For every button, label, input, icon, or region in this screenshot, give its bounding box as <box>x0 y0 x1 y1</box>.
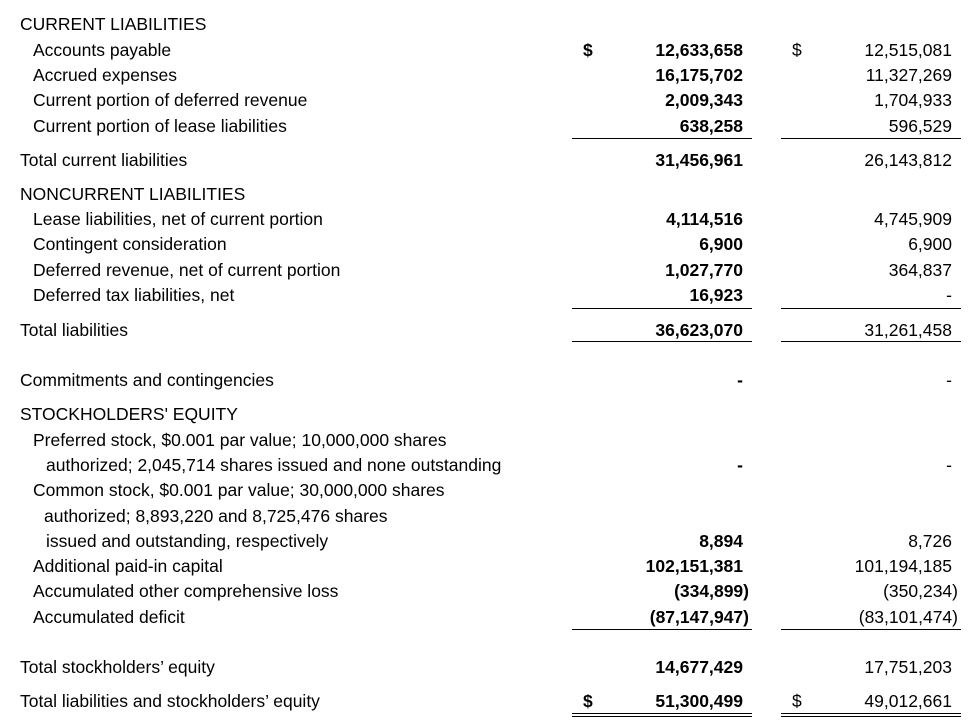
row-label: Total liabilities <box>20 320 128 340</box>
row-contingent-consideration <box>0 232 976 257</box>
double-rule-top <box>781 713 961 714</box>
value-current-year: (334,899) <box>674 581 749 601</box>
row-accumulated-oci <box>0 579 976 604</box>
row-deferred-revenue-current <box>0 88 976 113</box>
currency-symbol: $ <box>583 691 593 711</box>
currency-symbol: $ <box>792 40 802 60</box>
subtotal-rule <box>572 138 752 139</box>
value-current-year: 102,151,381 <box>645 556 743 576</box>
row-label: Total current liabilities <box>20 150 188 170</box>
row-common-stock-line1 <box>0 478 976 503</box>
value-prior-year: 31,261,458 <box>864 320 952 340</box>
row-commitments <box>0 368 976 393</box>
total-rule <box>781 341 961 342</box>
row-label: Contingent consideration <box>33 234 227 254</box>
double-rule-top <box>572 713 752 714</box>
row-total-stockholders-equity <box>0 655 976 680</box>
row-total-liabilities-and-equity <box>0 689 976 714</box>
value-prior-year: 101,194,185 <box>854 556 952 576</box>
row-label: Accounts payable <box>33 40 172 60</box>
row-label: Preferred stock, $0.001 par value; 10,000,000 shares <box>33 430 447 450</box>
value-current-year: 36,623,070 <box>655 320 743 340</box>
row-label: Total liabilities and stockholders’ equity <box>20 691 320 711</box>
value-prior-year: 49,012,661 <box>864 691 952 711</box>
value-prior-year: 12,515,081 <box>864 40 952 60</box>
double-rule-bottom <box>572 716 752 717</box>
row-accounts-payable <box>0 38 976 63</box>
row-lease-current <box>0 114 976 139</box>
subtotal-rule <box>781 629 961 630</box>
row-deferred-revenue-noncurrent <box>0 258 976 283</box>
row-label: Accumulated other comprehensive loss <box>33 581 339 601</box>
value-current-year: 4,114,516 <box>666 209 743 229</box>
value-current-year: - <box>737 370 743 390</box>
subtotal-rule <box>781 308 961 309</box>
total-rule <box>572 341 752 342</box>
row-label: Current portion of lease liabilities <box>33 116 287 136</box>
value-prior-year: 8,726 <box>908 531 952 551</box>
currency-symbol: $ <box>792 691 802 711</box>
value-current-year: 14,677,429 <box>655 657 743 677</box>
row-label: Current portion of deferred revenue <box>33 90 308 110</box>
row-label: authorized; 8,893,220 and 8,725,476 shares <box>44 506 388 526</box>
value-prior-year: 364,837 <box>888 260 952 280</box>
value-current-year: 16,175,702 <box>655 65 743 85</box>
value-current-year: 1,027,770 <box>665 260 743 280</box>
row-accrued-expenses <box>0 63 976 88</box>
row-total-liabilities <box>0 318 976 343</box>
value-prior-year: - <box>946 285 952 305</box>
value-current-year: 51,300,499 <box>655 691 743 711</box>
section-header: NONCURRENT LIABILITIES <box>20 184 246 204</box>
value-prior-year: 26,143,812 <box>864 150 952 170</box>
row-label: Deferred revenue, net of current portion <box>33 260 341 280</box>
row-label: Additional paid-in capital <box>33 556 223 576</box>
value-current-year: 6,900 <box>699 234 743 254</box>
row-deferred-tax <box>0 283 976 308</box>
subtotal-rule <box>781 138 961 139</box>
value-current-year: 2,009,343 <box>665 90 743 110</box>
value-prior-year: (83,101,474) <box>858 607 958 627</box>
currency-symbol: $ <box>583 40 593 60</box>
row-label: issued and outstanding, respectively <box>46 531 329 551</box>
value-current-year: 31,456,961 <box>655 150 743 170</box>
row-lease-noncurrent <box>0 207 976 232</box>
value-prior-year: 6,900 <box>908 234 952 254</box>
row-label: Commitments and contingencies <box>20 370 274 390</box>
section-stockholders-equity <box>0 402 976 427</box>
value-current-year: 16,923 <box>689 285 743 305</box>
section-header: STOCKHOLDERS' EQUITY <box>20 404 238 424</box>
section-header: CURRENT LIABILITIES <box>20 14 207 34</box>
row-common-stock-line3 <box>0 529 976 554</box>
row-label: authorized; 2,045,714 shares issued and none outstanding <box>46 455 502 475</box>
value-current-year: (87,147,947) <box>649 607 749 627</box>
subtotal-rule <box>572 308 752 309</box>
value-current-year: 638,258 <box>679 116 743 136</box>
value-prior-year: - <box>946 455 952 475</box>
value-prior-year: 11,327,269 <box>865 65 952 85</box>
row-label: Deferred tax liabilities, net <box>33 285 235 305</box>
section-current-liabilities <box>0 12 976 37</box>
row-accumulated-deficit <box>0 605 976 630</box>
row-label: Total stockholders’ equity <box>20 657 215 677</box>
row-preferred-stock-line2 <box>0 453 976 478</box>
value-prior-year: (350,234) <box>883 581 958 601</box>
row-common-stock-line2 <box>0 504 976 529</box>
row-label: Lease liabilities, net of current portion <box>33 209 323 229</box>
value-prior-year: 17,751,203 <box>864 657 952 677</box>
row-label: Accumulated deficit <box>33 607 185 627</box>
value-prior-year: 1,704,933 <box>874 90 952 110</box>
value-prior-year: 596,529 <box>888 116 952 136</box>
double-rule-bottom <box>781 716 961 717</box>
value-current-year: 8,894 <box>699 531 743 551</box>
value-current-year: - <box>737 455 743 475</box>
value-prior-year: 4,745,909 <box>874 209 952 229</box>
row-preferred-stock-line1 <box>0 428 976 453</box>
section-noncurrent-liabilities <box>0 182 976 207</box>
subtotal-rule <box>572 629 752 630</box>
row-additional-paid-in-capital <box>0 554 976 579</box>
value-current-year: 12,633,658 <box>655 40 743 60</box>
row-label: Common stock, $0.001 par value; 30,000,000 shares <box>33 480 445 500</box>
value-prior-year: - <box>946 370 952 390</box>
row-label: Accrued expenses <box>33 65 177 85</box>
row-total-current-liabilities <box>0 148 976 173</box>
